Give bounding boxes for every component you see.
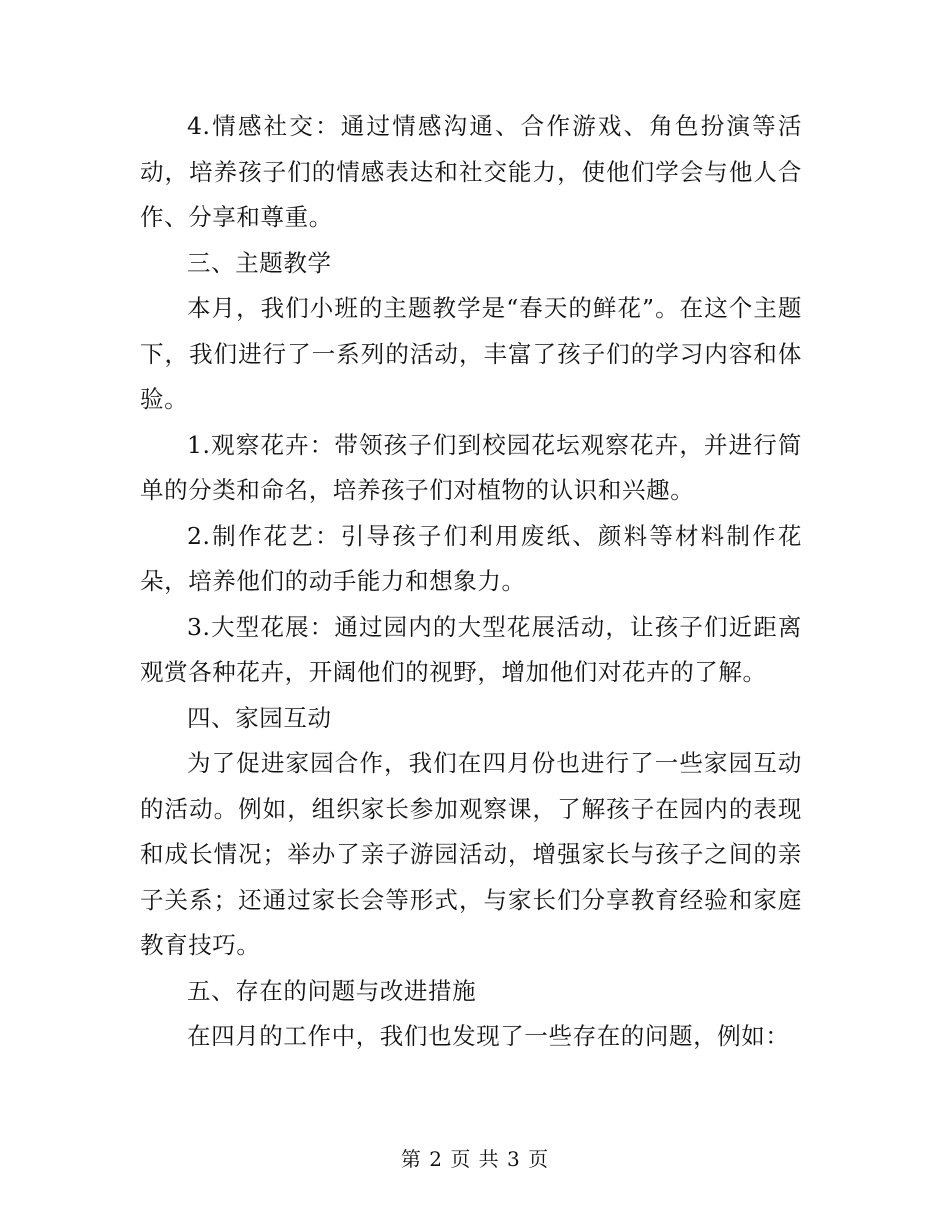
paragraph-theme-intro: 本月，我们小班的主题教学是“春天的鲜花”。在这个主题下，我们进行了一系列的活动，丰富了孩子们的学习内容和体验。 — [140, 294, 802, 413]
paragraph-observe-flowers: 1.观察花卉：带领孩子们到校园花坛观察花卉，并进行简单的分类和命名，培养孩子们对植物的认识和兴趣。 — [140, 430, 802, 504]
section-heading-home-school: 四、家园互动 — [187, 703, 332, 732]
paragraph-home-school-activities: 为了促进家园合作，我们在四月份也进行了一些家园互动的活动。例如，组织家长参加观察课，了解孩子在园内的表现和成长情况；举办了亲子游园活动，增强家长与孩子之间的亲子关系；还通过家长会等形式，与家长们分享教育经验和家庭教育技巧。 — [140, 749, 802, 959]
section-heading-theme-teaching: 三、主题教学 — [187, 248, 332, 277]
paragraph-flower-craft: 2.制作花艺：引导孩子们利用废纸、颜料等材料制作花朵，培养他们的动手能力和想象力。 — [140, 521, 802, 595]
page-footer: 第 2 页 共 3 页 — [400, 1147, 550, 1171]
paragraph-problems-intro: 在四月的工作中，我们也发现了一些存在的问题，例如： — [187, 1022, 790, 1050]
paragraph-flower-show: 3.大型花展：通过园内的大型花展活动，让孩子们近距离观赏各种花卉，开阔他们的视野，增加他们对花卉的了解。 — [140, 612, 802, 686]
section-heading-problems: 五、存在的问题与改进措施 — [187, 976, 477, 1005]
document-body — [140, 104, 802, 1060]
paragraph-emotional-social: 4.情感社交：通过情感沟通、合作游戏、角色扮演等活动，培养孩子们的情感表达和社交能力，使他们学会与他人合作、分享和尊重。 — [140, 112, 802, 231]
